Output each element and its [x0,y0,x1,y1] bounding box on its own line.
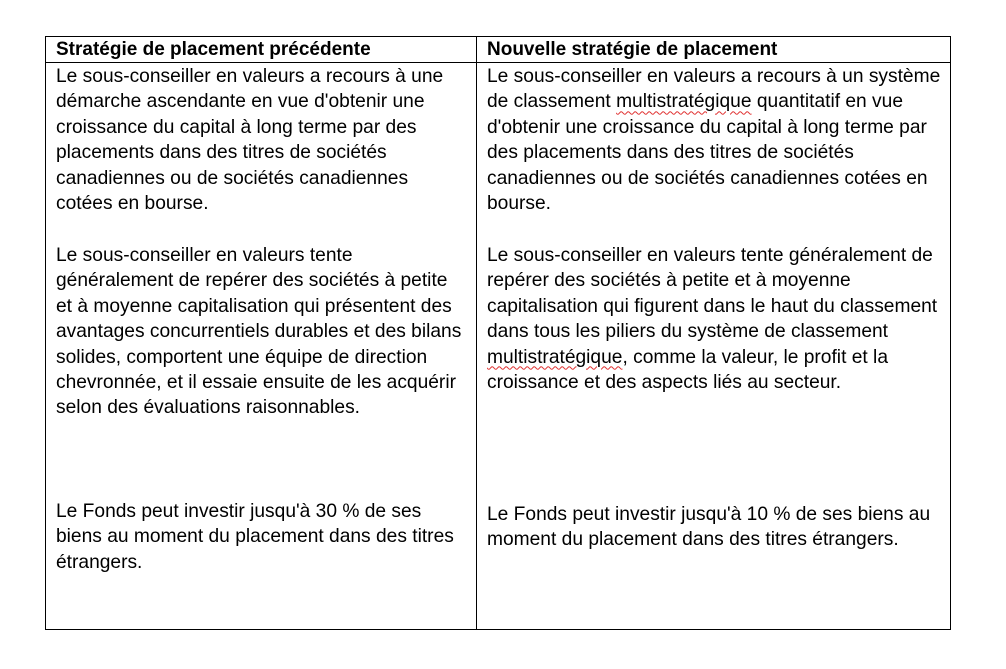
header-divider [46,62,950,63]
new-strategy-paragraph-1 [487,64,942,216]
previous-strategy-paragraph-3: Le Fonds peut investir jusqu'à 30 % de ses biens au moment du placement dans des titres étrangers. [56,501,454,573]
header-new-strategy: Nouvelle stratégie de placement [487,39,778,60]
previous-strategy-paragraph-1: Le sous-conseiller en valeurs a recours à une démarche ascendante en vue d'obtenir une croissance du capital à long terme par des placements dans des titres de sociétés canadiennes ou de sociétés canadiennes cotées en bourse. [56,66,444,215]
spellcheck-flagged-word[interactable]: multistratégique [616,91,752,113]
column-divider [476,37,477,629]
comparison-table [45,36,951,630]
header-previous-strategy: Stratégie de placement précédente [56,39,371,60]
paragraph-text: Le sous-conseiller en valeurs a recours à un système de classement [487,66,941,113]
new-strategy-paragraph-2 [487,243,942,395]
paragraph-text: Le sous-conseiller en valeurs tente généralement de repérer des sociétés à petite et à moyenne capitalisation qui figurent dans le haut du classement dans tous les piliers du système de classement [487,245,938,343]
new-strategy-paragraph-3: Le Fonds peut investir jusqu'à 10 % de ses biens au moment du placement dans des titres étrangers. [487,504,931,551]
paragraph-text: , comme la valeur, le profit et la croissance et des aspects liés au secteur. [487,346,888,394]
paragraph-text: quantitatif en vue d'obtenir une croissance du capital à long terme par des placements dans des titres de sociétés canadiennes ou de sociétés canadiennes cotées en bourse. [487,91,928,215]
spellcheck-flagged-word[interactable]: multistratégique [487,346,623,368]
previous-strategy-paragraph-2: Le sous-conseiller en valeurs tente généralement de repérer des sociétés à petite et à moyenne capitalisation qui présentent des avantages concurrentiels durables et des bilans solides, comportent une équipe de direction chevronnée, et il essaie ensuite de les acquérir selon des évaluations raisonnables. [56,245,462,419]
